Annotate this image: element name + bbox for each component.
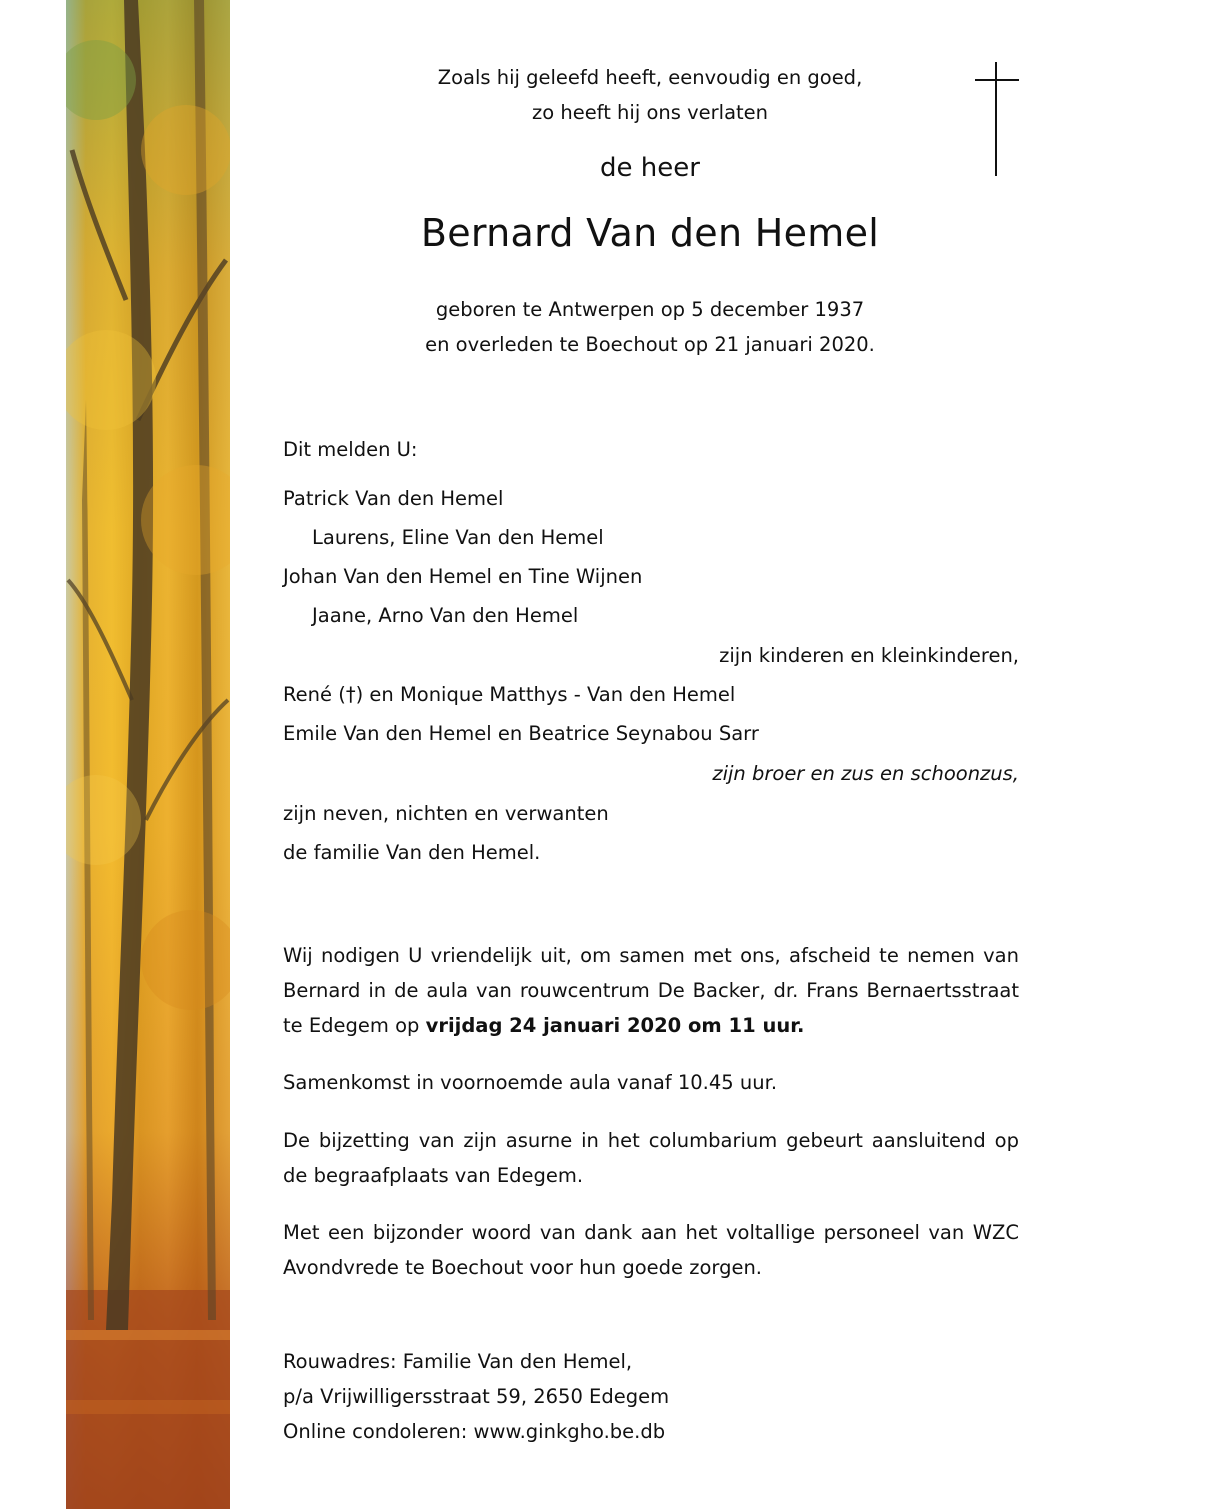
family-list: [283, 0, 1019, 900]
family-member: Jaane, Arno Van den Hemel: [312, 604, 579, 627]
mourning-address: [283, 1344, 1019, 1449]
gathering-paragraph: Samenkomst in voornoemde aula vanaf 10.45 uur.: [283, 1071, 778, 1094]
invitation-paragraph: [283, 938, 1019, 1043]
address-line-1: Rouwadres: Familie Van den Hemel,: [283, 1350, 633, 1373]
family-member: Patrick Van den Hemel: [283, 487, 504, 510]
autumn-forest-image: [66, 0, 230, 1509]
title-prefix: de heer: [600, 153, 700, 183]
ceremony-datetime: vrijdag 24 januari 2020 om 11 uur.: [425, 1014, 805, 1037]
family-member: de familie Van den Hemel.: [283, 841, 541, 864]
burial-paragraph: De bijzetting van zijn asurne in het columbarium gebeurt aansluitend op de begraafplaats van Edegem.: [283, 1129, 1019, 1187]
invitation-text: Wij nodigen U vriendelijk uit, om samen met ons, afscheid te nemen van Bernard in de aula van rouwcentrum De Backer, dr. Frans Bernaertsstraat te Edegem op: [283, 944, 1019, 1037]
family-member: Johan Van den Hemel en Tine Wijnen: [283, 565, 643, 588]
motto-line-1: Zoals hij geleefd heeft, eenvoudig en goed,: [437, 66, 863, 89]
family-member: René (†) en Monique Matthys - Van den Hemel: [283, 683, 736, 706]
family-intro: Dit melden U:: [283, 438, 418, 461]
family-member: zijn neven, nichten en verwanten: [283, 802, 609, 825]
thanks-paragraph: Met een bijzonder woord van dank aan het voltallige personeel van WZC Avondvrede te Boechout voor hun goede zorgen.: [283, 1221, 1019, 1279]
children-caption: zijn kinderen en kleinkinderen,: [719, 644, 1019, 667]
birth-line: geboren te Antwerpen op 5 december 1937: [435, 298, 865, 321]
family-member: Laurens, Eline Van den Hemel: [312, 526, 604, 549]
tree-trunks-illustration: [66, 0, 230, 1509]
deceased-name: Bernard Van den Hemel: [420, 211, 880, 255]
address-line-2: p/a Vrijwilligersstraat 59, 2650 Edegem: [283, 1385, 670, 1408]
death-line: en overleden te Boechout op 21 januari 2020.: [425, 333, 875, 356]
online-condolences[interactable]: Online condoleren: www.ginkgho.be.db: [283, 1420, 666, 1443]
family-member: Emile Van den Hemel en Beatrice Seynabou Sarr: [283, 722, 759, 745]
motto-line-2: zo heeft hij ons verlaten: [531, 101, 769, 124]
siblings-caption: zijn broer en zus en schoonzus,: [712, 762, 1019, 785]
